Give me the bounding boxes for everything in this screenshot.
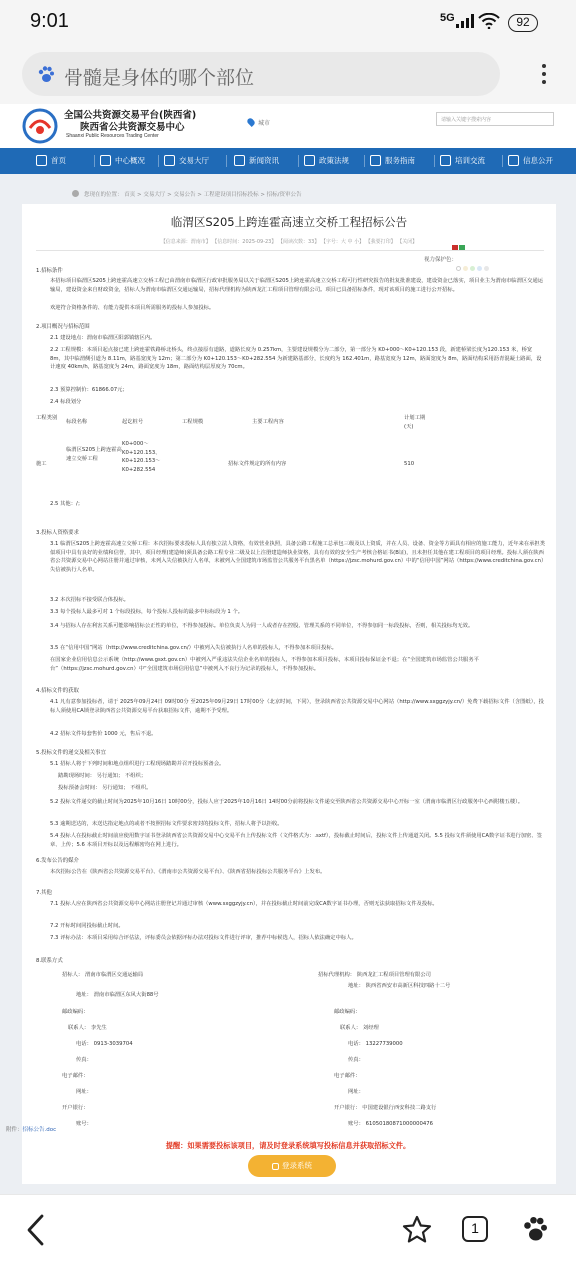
table-cell: 临渭区S205上跨连霍高速立交桥工程 bbox=[66, 447, 122, 462]
contact-key: 地址： bbox=[348, 983, 364, 989]
contact-row bbox=[348, 1055, 364, 1063]
location-icon bbox=[72, 190, 79, 197]
contact-key: 开户银行： bbox=[334, 1105, 361, 1111]
news-icon bbox=[234, 155, 245, 166]
main-nav bbox=[0, 148, 576, 174]
nav-label: 培训交流 bbox=[455, 156, 485, 165]
contact-value: 13227739000 bbox=[365, 1041, 403, 1047]
contact-row bbox=[76, 1119, 92, 1127]
nav-label: 交易大厅 bbox=[179, 156, 209, 165]
nav-center-overview[interactable] bbox=[100, 148, 145, 174]
article-card bbox=[22, 204, 556, 1184]
attachment-row bbox=[6, 1125, 56, 1133]
nav-service-guide[interactable] bbox=[370, 148, 415, 174]
nav-policy[interactable] bbox=[304, 148, 349, 174]
bookmark-star-icon[interactable] bbox=[402, 1215, 432, 1243]
nav-label: 首页 bbox=[51, 156, 66, 165]
contact-key: 传真： bbox=[76, 1057, 92, 1063]
nav-divider bbox=[94, 155, 95, 167]
paragraph: 5.4 投标人在投标截止时间前应使用数字证书登录陕西省公共资源交易中心交易平台上传投标文件（文件格式为：.sxtf），投标截止时间后，投标文件上传通道关闭。5.5 投标文件须使用CA数字证书进行加密、签章、上传；5.6 本项目开标以及远程解密均在网上进行。 bbox=[50, 833, 542, 848]
paragraph: 4.1 凡有意参加投标者，请于 2025年09月24日 09时00分 至2025年09月29日 17时00分（北京时间，下同），登录陕西省公共资源交易中心网站（http://www.sxggzyjy.cn/）免费下载招标文件（含图纸），投标人须使用CA锁登录陕西省公共资源交易平台获取招标文件，逾期不予受理。 bbox=[50, 699, 544, 714]
contact-row bbox=[62, 970, 143, 978]
contact-key: 联系人： bbox=[340, 1025, 362, 1031]
baidu-home-icon[interactable] bbox=[520, 1215, 550, 1245]
status-time: 9:01 bbox=[30, 10, 69, 32]
contact-key: 账号： bbox=[76, 1121, 92, 1127]
paragraph: 踏勘现场时间： 另行通知； 不组织； bbox=[58, 773, 147, 779]
login-button-label: 登录系统 bbox=[282, 1161, 312, 1170]
disclosure-icon bbox=[508, 155, 519, 166]
contact-key: 招标人： bbox=[62, 972, 84, 978]
home-icon bbox=[36, 155, 47, 166]
contact-key: 电话： bbox=[76, 1041, 92, 1047]
paragraph: 3.5 在“信用中国”网站（http://www.creditchina.gov.cn/）中被列入失信被执行人名单的投标人，不得参加本项目投标。 bbox=[50, 645, 337, 651]
contact-key: 招标代理机构： bbox=[318, 972, 356, 978]
contact-row bbox=[340, 1023, 379, 1031]
contact-key: 账号： bbox=[348, 1121, 364, 1127]
table-cell: K0+000～K0+120.153、K0+120.153～K0+282.554 bbox=[122, 441, 161, 474]
nav-divider bbox=[502, 155, 503, 167]
nav-trading-hall[interactable] bbox=[164, 148, 209, 174]
city-selector[interactable]: 城市 bbox=[258, 120, 271, 127]
nav-home[interactable] bbox=[36, 148, 66, 174]
paragraph: 7.2 开标时间同投标截止时间。 bbox=[50, 923, 124, 929]
paragraph: 4.2 招标文件每套售价 1000 元，售后不退。 bbox=[50, 731, 157, 737]
web-page bbox=[0, 104, 576, 1194]
section-heading: 7.其他 bbox=[36, 890, 52, 896]
article-title: 临渭区S205上跨连霍高速立交桥工程招标公告 bbox=[170, 215, 408, 229]
visual-color-options bbox=[456, 256, 491, 275]
contact-row bbox=[318, 970, 431, 978]
contact-row bbox=[348, 982, 548, 990]
nav-divider bbox=[158, 155, 159, 167]
contact-row bbox=[62, 1071, 89, 1079]
tabs-count-button[interactable]: 1 bbox=[462, 1216, 488, 1242]
site-subname-cn: 陕西省公共资源交易中心 bbox=[80, 122, 185, 133]
section-heading: 3.投标人资格要求 bbox=[36, 530, 79, 536]
contact-row bbox=[348, 1039, 403, 1047]
contact-row bbox=[348, 1087, 364, 1095]
overview-icon bbox=[100, 155, 111, 166]
table-header-cell: 工程类别 bbox=[36, 415, 58, 421]
color-swatch-beige[interactable] bbox=[463, 266, 468, 271]
paragraph: 7.1 投标人应在陕西省公共资源交易中心网站注册登记并通过审核（www.sxggzyjy.cn），并在投标截止时间前完成CA数字证书办理，否则无法获取招标文件及投标。 bbox=[50, 901, 438, 907]
network-type: 5G bbox=[440, 12, 455, 24]
contact-row bbox=[348, 1119, 433, 1127]
contact-row bbox=[76, 1039, 133, 1047]
paragraph: 欢迎符合资格条件的、有能力提供本项目所需服务的投标人参加投标。 bbox=[50, 305, 215, 311]
color-swatch-blue[interactable] bbox=[477, 266, 482, 271]
contact-row bbox=[76, 1087, 92, 1095]
contact-key: 联系人： bbox=[68, 1025, 90, 1031]
site-header bbox=[0, 104, 576, 148]
training-icon bbox=[440, 155, 451, 166]
section-heading: 5.投标文件的递交及相关事宜 bbox=[36, 750, 106, 756]
contact-value: 渭南市临渭区交通运输局 bbox=[84, 972, 144, 978]
article-meta: 【信息来源：渭南市】 【信息时间：2025-09-23】 【阅读次数：33】 【字号：大 中 小】 【我要打印】 【关闭】 bbox=[160, 239, 418, 245]
table-header-cell: 主要工程内容 bbox=[252, 419, 284, 425]
contact-key: 传真： bbox=[348, 1057, 364, 1063]
nav-label: 信息公开 bbox=[523, 156, 553, 165]
trading-icon bbox=[164, 155, 175, 166]
nav-divider bbox=[226, 155, 227, 167]
attachment-label: 附件： bbox=[6, 1127, 23, 1133]
browser-bottom-bar bbox=[0, 1194, 576, 1280]
contact-key: 开户银行： bbox=[62, 1105, 89, 1111]
contact-key: 电话： bbox=[348, 1041, 364, 1047]
contact-key: 邮政编码： bbox=[334, 1009, 361, 1015]
paragraph: 3.4 与招标人存在利害关系可能影响招标公正性的单位，不得参加投标。单位负责人为同一人或者存在控股、管理关系的不同单位，不得参加同一标段投标，否则，相关投标均无效。 bbox=[50, 623, 474, 629]
contact-value: 刘经理 bbox=[362, 1025, 379, 1031]
login-icon bbox=[272, 1163, 279, 1170]
section-heading: 8.联系方式 bbox=[36, 958, 63, 964]
paragraph: 7.3 评标办法：本项目采用综合评估法，评标委员会依据评标办法对投标文件进行评审，推荐中标候选人，招标人依法确定中标人。 bbox=[50, 935, 357, 941]
contact-row bbox=[76, 990, 159, 998]
paragraph: 5.3 逾期送达的，未送达指定地点的或者不按照招标文件要求密封的投标文件，招标人将予以拒收。 bbox=[50, 821, 283, 827]
title-divider bbox=[36, 250, 544, 251]
status-bar bbox=[0, 0, 576, 44]
nav-divider bbox=[298, 155, 299, 167]
contact-key: 电子邮件： bbox=[62, 1073, 89, 1079]
paragraph: 2.3 预算控制价：61866.07元； bbox=[50, 387, 128, 393]
contact-key: 电子邮件： bbox=[334, 1073, 361, 1079]
service-icon bbox=[370, 155, 381, 166]
table-cell: 510 bbox=[404, 461, 415, 467]
color-swatch-white[interactable] bbox=[456, 266, 461, 271]
nav-divider bbox=[364, 155, 365, 167]
color-swatch-gray[interactable] bbox=[484, 266, 489, 271]
paragraph: 2.1 建设地点：渭南市临渭区阳郭镇辖区内。 bbox=[50, 335, 156, 341]
nav-news[interactable] bbox=[234, 148, 279, 174]
color-swatch-green[interactable] bbox=[470, 266, 475, 271]
paragraph: 3.3 每个投标人最多可对 1 个标段投标，每个投标人投标的最多中标标段为 1 个。 bbox=[50, 609, 244, 615]
attachment-link[interactable]: 招标公告.doc bbox=[22, 1127, 57, 1133]
site-logo-icon[interactable] bbox=[22, 108, 58, 144]
paragraph: 在国家企业信用信息公示系统（http://www.gsxt.gov.cn）中被列入严重违法失信企业名单的投标人，不得参加本项目投标，本项目投标保证金不退；在“全国建筑市场监管公共服务平台”（https://jzsc.mohurd.gov.cn）中“全国建筑市场信用信息”中被列入不良行为记录的投标人，不得参加投标。 bbox=[50, 657, 479, 672]
back-arrow-icon[interactable] bbox=[24, 1213, 48, 1247]
nav-label: 新闻资讯 bbox=[249, 156, 279, 165]
contact-row bbox=[76, 1055, 92, 1063]
section-heading: 2.项目概况与招标范围 bbox=[36, 324, 90, 330]
table-cell: 施工 bbox=[36, 461, 47, 467]
contact-key: 邮政编码： bbox=[62, 1009, 89, 1015]
login-warning: 提醒：如果需要投标该项目，请及时登录系统填写投标信息并获取招标文件。 bbox=[165, 1141, 411, 1150]
table-header-cell: 标段名称 bbox=[66, 419, 88, 425]
nav-label: 服务指南 bbox=[385, 156, 415, 165]
paragraph: 3.1 临渭区S205上跨连霍高速立交桥工程：本次招标要求投标人具有独立法人资格，有效营业执照，具备公路工程施工总承包三级及以上资质，并在人员、设备、资金等方面具有相应的施工能力，近年来在承担类似项目中具有良好的业绩和信誉，其中，项目经理(建造师)须具备公路工程专业二级及以上注册建造师执业资格，具有有效的安全生产考核合格证书(B证)，且未担任其他在建工程项目的项目经理。投标人须在陕西省公共资源交易中心网站注册并通过审核，未列入失信被执行人名单，未被列入全国建筑市场监管公共服务平台黑名单（https://jzsc.mohurd.gov.cn）中的“信用中国”网站（https://www.creditchina.gov.cn）失信被执行人名单。 bbox=[50, 541, 546, 574]
section-heading: 1.招标条件 bbox=[36, 268, 63, 274]
baidu-paw-icon bbox=[36, 65, 56, 85]
table-header-cell: 计划工期(天) bbox=[404, 415, 426, 430]
nav-training[interactable] bbox=[440, 148, 485, 174]
contact-value: 陕西省西安市高新区科技四路十二号 bbox=[365, 983, 451, 989]
browser-toolbar bbox=[0, 44, 576, 104]
visual-protect-label: 视力保护色： bbox=[424, 257, 458, 263]
contact-row bbox=[334, 1007, 361, 1015]
nav-label: 政策法规 bbox=[319, 156, 349, 165]
contact-row bbox=[62, 1007, 89, 1015]
contact-key: 网址： bbox=[348, 1089, 364, 1095]
contact-value: 61050180871000000476 bbox=[365, 1121, 433, 1127]
contact-row bbox=[334, 1071, 361, 1079]
share-tools bbox=[452, 236, 466, 244]
section-heading: 4.招标文件的获取 bbox=[36, 688, 79, 694]
browser-query: 骨髓是身体的哪个部位 bbox=[64, 67, 255, 89]
paragraph: 2.5 其他：/； bbox=[50, 501, 84, 507]
contact-key: 网址： bbox=[76, 1089, 92, 1095]
contact-value: 陕西龙汇工程项目管理有限公司 bbox=[356, 972, 431, 978]
signal-icon bbox=[456, 14, 474, 28]
nav-label: 中心概况 bbox=[115, 156, 145, 165]
site-name-en: Shaanxi Public Resources Trading Center bbox=[66, 133, 159, 139]
contact-value: 李先生 bbox=[90, 1025, 107, 1031]
breadcrumb[interactable]: 您现在的位置： 首页 > 交易大厅 > 交易公告 > 工程建设项目招标投标 > 招标/资审公告 bbox=[84, 192, 302, 198]
site-search-input[interactable]: 请输入关键字搜索内容 bbox=[436, 112, 554, 126]
location-pin-icon bbox=[246, 117, 256, 127]
contact-row bbox=[334, 1103, 436, 1111]
site-name-cn: 全国公共资源交易平台(陕西省) bbox=[64, 110, 197, 121]
nav-disclosure[interactable] bbox=[508, 148, 553, 174]
paragraph: 5.2 投标文件递交的截止时间为2025年10月16日 10时00分，投标人应于2025年10月16日 14时00分前将投标文件递交至陕西省公共资源交易中心开标一室（渭南市临渭区行政服务中心西附楼五楼）。 bbox=[50, 799, 524, 805]
section-heading: 6.发布公告的媒介 bbox=[36, 858, 79, 864]
wifi-icon bbox=[478, 13, 500, 29]
login-system-button[interactable] bbox=[248, 1155, 336, 1177]
contact-value: 0913-3039704 bbox=[93, 1041, 133, 1047]
table-header-cell: 起讫桩号 bbox=[122, 419, 144, 425]
paragraph: 5.1 招标人将于下列时间和地点组织进行工程现场踏勘并召开投标预备会。 bbox=[50, 761, 225, 767]
table-header-cell: 工程规模 bbox=[182, 419, 204, 425]
contact-row bbox=[68, 1023, 107, 1031]
paragraph: 2.4 标段划分 bbox=[50, 399, 82, 405]
contact-key: 地址： bbox=[76, 992, 92, 998]
battery-indicator: 92 bbox=[508, 14, 538, 32]
contact-row bbox=[62, 1103, 89, 1111]
more-menu-icon[interactable] bbox=[534, 60, 554, 90]
contact-value: 渭南市临渭区东风大街88号 bbox=[93, 992, 159, 998]
contact-value: 中国建设银行西安科技二路支行 bbox=[362, 1105, 437, 1111]
paragraph: 投标预备会时间： 另行通知； 不组织。 bbox=[58, 785, 152, 791]
paragraph: 本招标项目临渭区S205上跨连霍高速立交桥工程已由渭南市临渭区行政审批服务局以关于临渭区S205上跨连霍高速立交桥工程可行性研究报告的批复批准建设，建设资金已落实，项目业主为渭南市临渭区交通运输局，建设资金来自财政资金，招标人为渭南市临渭区交通运输局，招标代理机构为陕西龙汇工程项目管理有限公司。项目已具备招标条件，现对该项目的施工进行公开招标。 bbox=[50, 278, 544, 293]
paragraph: 3.2 本次招标不接受联合体投标。 bbox=[50, 597, 129, 603]
policy-icon bbox=[304, 155, 315, 166]
table-cell: 招标文件规定的所有内容 bbox=[228, 461, 287, 467]
nav-divider bbox=[434, 155, 435, 167]
paragraph: 本次招标公告在《陕西省公共资源交易平台》、《渭南市公共资源交易平台》、《陕西省招标投标公共服务平台》上发布。 bbox=[50, 869, 326, 875]
browser-search-box[interactable] bbox=[22, 52, 500, 96]
paragraph: 2.2 工程规模：本项目起点接已建上跨连霍铁路桥北桥头，终点接原有道路，道路长度为 0.257km，主要建设规模分为二部分，第一部分为 K0+000～K0+120.153 段，新建桥梁长度为120.153 米，桥宽 8m，其中临渭侧引道为 8.11m，路基宽度为 12m；第二部分为 K0+120.153～K0+282.554 为新建路基部分，长度约为 162.401m，路基宽度为 12m，路面宽度为 8m，路面结构采用沥青混凝土路面，设计速度 40km/h，路基宽度为 24m，路面宽度为 18m，路面结构层厚度为 70cm。 bbox=[50, 347, 542, 371]
